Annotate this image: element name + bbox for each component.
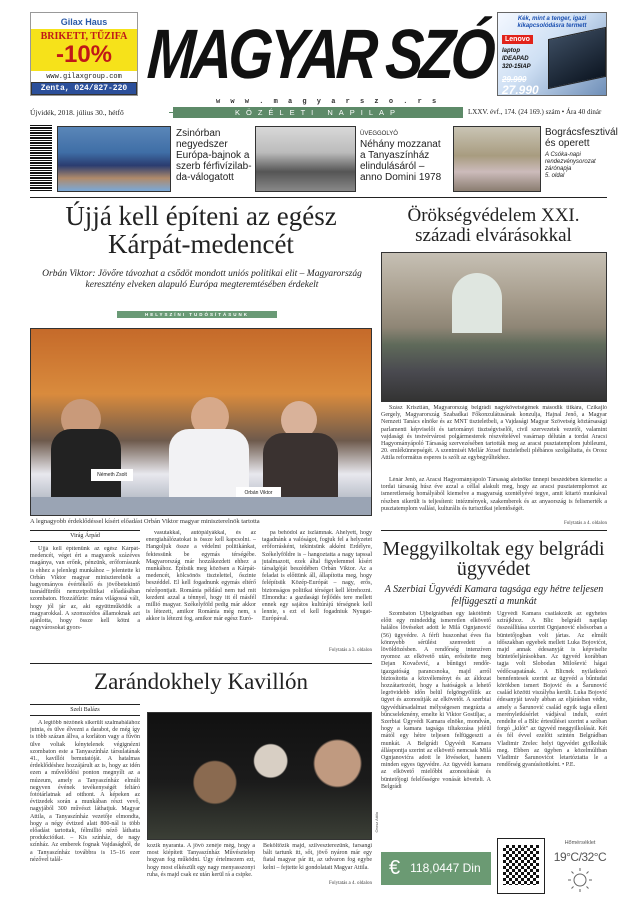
article-column: kozik nyaranta. A jövő zenéje még, hogy a most kiépített Tanyaszínház Művésztelep hogyan fog működni. Úgy értelmezem ezt, hogy most elkészült egy nagy menyasszonyi ruha, és majd csak ez után kerül rá a csipke. xyxy=(147,843,255,878)
article-column: pa behódol az iszlámnak. Ahelyett, hogy tagadnánk a valóságot, fogjuk fel a helyzetet erőforrásként, tekintsünk akként Erdélyre, Székelyföldre is – hangoztatta a nagy tapssal jutalmazott, ezek által figyelemmel kísért társalgóját beszédében Orbán Viktor. Az a feladat is előttünk áll, állapította meg, hogy felépítsük Közép-Európát – nagy, erős, biztonságos politikai térséget kell létrehozni. Elmondta: a gazdasági fejlődés tere mellett ennek egy sajátos kultúrájú térségnek kell lennie, s ezt el kell fogadniuk Nyugat-Európával. xyxy=(262,530,372,623)
lenovo-logo: Lenovo xyxy=(502,35,533,44)
teaser-festival xyxy=(545,127,618,180)
name-sign: Németh Zsolt xyxy=(91,469,133,481)
murder-subhead: A Szerbiai Ügyvédi Kamara tagsága egy hétre teljesen felfüggeszti a munkát xyxy=(384,584,604,607)
ad-old-price: 29.990 xyxy=(502,75,527,84)
theatre-photo[interactable] xyxy=(147,712,372,840)
temperature: 19°C/32°C xyxy=(553,850,607,864)
byline: Szeli Balázs xyxy=(30,704,140,716)
pilgrim-headline[interactable]: Zarándokhely Kavillón xyxy=(94,669,308,694)
lenovo-ad[interactable] xyxy=(497,12,607,96)
section-label: HELYSZÍNI TUDÓSÍTÁSUNK xyxy=(117,311,277,318)
orban-photo[interactable] xyxy=(30,328,372,516)
name-sign: Orbán Viktor xyxy=(236,487,281,499)
article-body: Lénár Jenő, az Aracsi Hagyományápoló Társaság alelnöke ünnepi beszédében kiemelte: a tordai társaság húsz éve azzal a céllal alakult meg, hogy az aracsi pusztatemplomot az ismeretlenség homályából kiemelve a magyarság szentélyévé tegye, amit kitartó munkával részben sikerült is teljesíteni: intézmények, szakemberek és az anyaország is felismerték a pusztatemplom vallási, kulturális és turisztikai jelentőségét. xyxy=(381,477,607,512)
ad-tagline: Kék, mint a tenger, igazi kikapcsolódásra termett xyxy=(517,16,587,29)
article-column: vasutakkal, autópályákkal, és az energiahálózatokat is össze kell kapcsolni. – Hangoljuk össze a védelmi politikánkat, fektessünk be egymás térségébe. Magyarország már hozzákezdett ehhez a munkához. Építsük meg közösen a Kárpát-medencét, kölcsönös tisztelettel, őszinte beszéddel. El kell fogadnunk egymás eltérő nézőpontjait. Románia például nem tud mit kezdeni azzal a ténnyel, hogy itt él másfél millió magyar. Székelyföld pedig már akkor is létezett, amikor Románia még nem, s akkor is létezni fog, amikor már egész Euró- xyxy=(146,530,256,623)
divider xyxy=(30,197,607,198)
article-column: Ügyvédi Kamara csatlakozik az egyhetes sztrájkhoz. A Blic belgrádi napilap összeállítása szerint Ognjanović elsősorban a büntetőjogban volt jártas. Az elmúlt időszakban egyebek mellett Luka Bojovićot, majd annak édesanyját is képviselte büntetőeljárásokban. Az ügyvéd korábban tagja volt Slobodan Milošević hágai védőcsapatának. A Blicnek nyilatkozó bennfentesek szerint az ügyvéd a bűntudat körökben ismert Bojović és a Šarunović család közötti viszályba került. Luka Bojović édesanyját tavaly abban az eljárásban védte, amely a Šarunović család egyik tagja elleni merényletkísérlet vádjával indult, ezért rendelte el a Blic értesülései szerint a szóban forgó „kilót" az ügyvéd meggyilkolását. Két és fél évvel ezelőtt szintén Belgrádban Vladimir Zrelec helyi ügyvédet gyilkolták meg. Ebben az ügyben a közelmúltban Vladimir Šarunovićot letartóztatta le a rendőrség gyanúsítottként. • P.E. xyxy=(497,611,607,769)
table xyxy=(31,497,371,516)
sun-icon xyxy=(567,867,593,893)
arch-window xyxy=(452,273,502,333)
continued-note[interactable]: Folytatás a 3. oldalon xyxy=(328,648,372,653)
ad-phone: Zenta, 024/827-220 xyxy=(31,82,137,95)
ad-spec: laptop IDEAPAD 320-15IAP xyxy=(502,48,531,70)
gilax-ad[interactable] xyxy=(30,12,138,96)
teaser-tanyaszinhaz[interactable]: Néhány mozzanat a Tanyaszínház elindulásáról – anno Domini 1978 xyxy=(360,139,442,183)
byline: Virág Árpád xyxy=(30,530,140,542)
article-column: A legtöbb nézőnek sikerült szalmabálához jutnia, és ülve élvezni a darabot, de még így is több százan állva, a korláton vagy a fűvön ülve voltak kénytelenek végignézni szombaton este a Tanyaszínház társulatának 41., kavillói bemutatóját. A hatalmas érdeklődéshez hozzájárult az is, hogy az idén ezen a művelődési ponton megnyílt az a múzeum, amely a Tanyaszínház elmúlt negyven évének tevékenységét feltáró fotótárlatnak ad otthont. A képeken az évtizedek során a munkában részt vevő, nagyjából 300 művészt láthatjuk. Magyar Attila, a Tanyaszínház vezetője elmondta, hogy a négy évtized alatt 800-nál is több előadást tartottak, félmillió néző láthatta produkcióikat. – Kis színház, de nagy színház. Az emberek fognak Vajdaságból, de a Tanyaszínház továbbra is 15–16 ezer nézővel talál- xyxy=(30,720,140,863)
teaser-title[interactable]: Bográcsfesztivál és operett xyxy=(545,127,618,149)
temperature-label: Hőmérséklet xyxy=(564,840,596,846)
masthead-title: MAGYAR SZÓ xyxy=(145,15,494,93)
issue-info: LXXV. évf., 174. (24 169.) szám • Ára 40 dinár xyxy=(468,108,602,116)
exchange-rate: 118,0447 Din xyxy=(410,861,481,875)
theatre-wagon-photo[interactable] xyxy=(255,126,356,192)
lead-subhead: Orbán Viktor: Jövőre távozhat a csődöt mondott uniós politikai elit – Magyarország keresztény elveken alapuló Európa megteremtésében érdekelt xyxy=(42,269,362,290)
continued-note[interactable]: Folytatás a 4. oldalon xyxy=(563,521,607,526)
photo-credit: Orosz Attila xyxy=(374,812,379,833)
heritage-headline[interactable]: Örökségvédelem XXI. századi elvárásokkal xyxy=(407,205,580,246)
person-figure xyxy=(51,429,121,499)
euro-icon: € xyxy=(389,857,401,880)
divider xyxy=(30,663,372,664)
exchange-rate-box xyxy=(381,852,491,885)
teaser-waterpolo[interactable]: Zsinórban negyedszer Európa-bajnok a szerb férfivízilab-da-válogatott xyxy=(176,128,252,183)
divider xyxy=(381,530,607,531)
teaser-kicker: ÜVEGGOLYÓ xyxy=(360,131,398,137)
masthead-url[interactable]: w w w . m a g y a r s z o . r s xyxy=(216,98,440,106)
festival-photo[interactable] xyxy=(453,126,541,192)
ad-price: 27.990 xyxy=(502,83,539,96)
ad-url: www.gilaxgroup.com xyxy=(46,73,122,81)
masthead-subtitle: KÖZÉLETI NAPILAP xyxy=(173,107,463,118)
article-column: Újjá kell építenünk az egész Kárpát-medencét, véget ért a magyarok százéves magánya, van erőnk, pénzünk, erőforrásunk is ehhez a jelenlegi munkához – jelentette ki Orbán Viktor magyar miniszterelnök a hagyományos évértékelő és jövőbetekintő tusnádfürdői nemzetpolitikai előadásában szombaton. Hozzáfűzte: mára világossá vált, hogy jól jár az, aki együttműködik a magyarokkal. A szomszédos államoknak azt ajánlotta, hogy össze kell kötni a nagyvárosokat gyors- xyxy=(30,546,140,632)
barcode xyxy=(30,125,52,191)
gilax-logo: Gilax Haus xyxy=(60,17,108,27)
qr-code[interactable] xyxy=(497,838,545,894)
qr-pattern xyxy=(503,845,539,885)
ad-discount: -10% xyxy=(55,41,113,68)
weather-widget xyxy=(550,840,610,898)
teaser-subtitle: A Csóka-napi rendezvénysorozat zárónapja xyxy=(545,152,596,172)
article-body: Szász Krisztián, Magyarország belgrádi nagykövetségének második titkára, Czikajló Gergely, Magyarország Szabadkai Főkonzulátusának konzulja, Hajnal Jenő, a Magyar Nemzeti Tanács elnöke és az MNT tiszteletbeli, a Vajdasági Magyar Szövetség köztársasági parlamenti képviselői és tartományi tisztségviselői, civil szervezetek vezetői, valamint vajdasági és testvérvárosi polgármesterek részvételével vasárnap délután a tordai Aracsi Hagyományápoló Társaság szervezésében tartották meg az aracsi pusztatemplom jubileumi, 20. emlékünnepségét. A szentmisét Mellár József tiszteletbeli plébános szolgáltatta, és Orosz Attila református esperes is szólt az egybegyűltekhez. xyxy=(381,405,607,462)
dateline: Újvidék, 2018. július 30., hétfő xyxy=(30,108,124,117)
murder-headline[interactable]: Meggyilkoltak egy belgrádi ügyvédet xyxy=(382,538,605,580)
laptop-image xyxy=(548,27,606,89)
waterpolo-photo[interactable] xyxy=(57,126,171,192)
continued-note[interactable]: Folytatás a 4. oldalon xyxy=(328,881,372,886)
church-ruin-photo[interactable] xyxy=(381,252,607,402)
teaser-page: 5. oldal xyxy=(545,173,565,179)
ad-line: BRIKETT, TŰZIFA xyxy=(40,31,128,42)
article-column: Szombaton Újbelgrádban egy lakótömb előtt egy mindeddig ismeretlen elkövető halálos lövéseket adott le Milá Ognjanović (56) ügyvédre. A férfi huszonhat éves fia könnyebb sérülést szenvedett a lövöldözésben. A rendőrség intenzíven nyomoz az elkövető után, erősítette meg Dejan Kovačević, a bűnügyi rendőr-igazgatóság parancsnoka, majd arról biztosította a közvéleményt és az áldozat hozzátartozóit, hogy a hatóságok a lehető legrövidebb időn belül felgöngyölítik az ügyet és azonosítják az elkövetőt. A szerbiai ügyvédtársadalmat mélységesen megrázta a bűncselekmény, emelte ki Viktor Gostiljac, a Szerbiai Ügyvédi Kamara elnöke, mondván, hogy a kamara tagsága tiltakozása jeléül mától egy hétre teljesen felfüggeszti a munkát. A Belgrádi Ügyvédi Kamara álláspontja szerint az elkövető nemcsak Milá Ognjanovićra adott le lövéseket, hanem minden egyes ügyvédre. Az ügyvédi kamara az elkövető mielőbbi azonosítását és büntetőjogi felelősségre vonását követeli. A Belgrádi xyxy=(381,611,491,790)
photo-caption: A legnagyobb érdeklődéssel kísért előadást Orbán Viktor magyar miniszterelnök tartotta xyxy=(30,518,260,525)
article-column: Beköltözik majd, szilveszterezünk, farsangi bált tartunk itt, sőt, jövő nyáron már egy fiatal magyar pár itt, az udvaron fog egybe kelni – fejtette ki gondolatait Magyar Attila. xyxy=(263,843,372,871)
lead-headline[interactable]: Újjá kell építeni az egész Kárpát-medencét xyxy=(65,201,337,259)
